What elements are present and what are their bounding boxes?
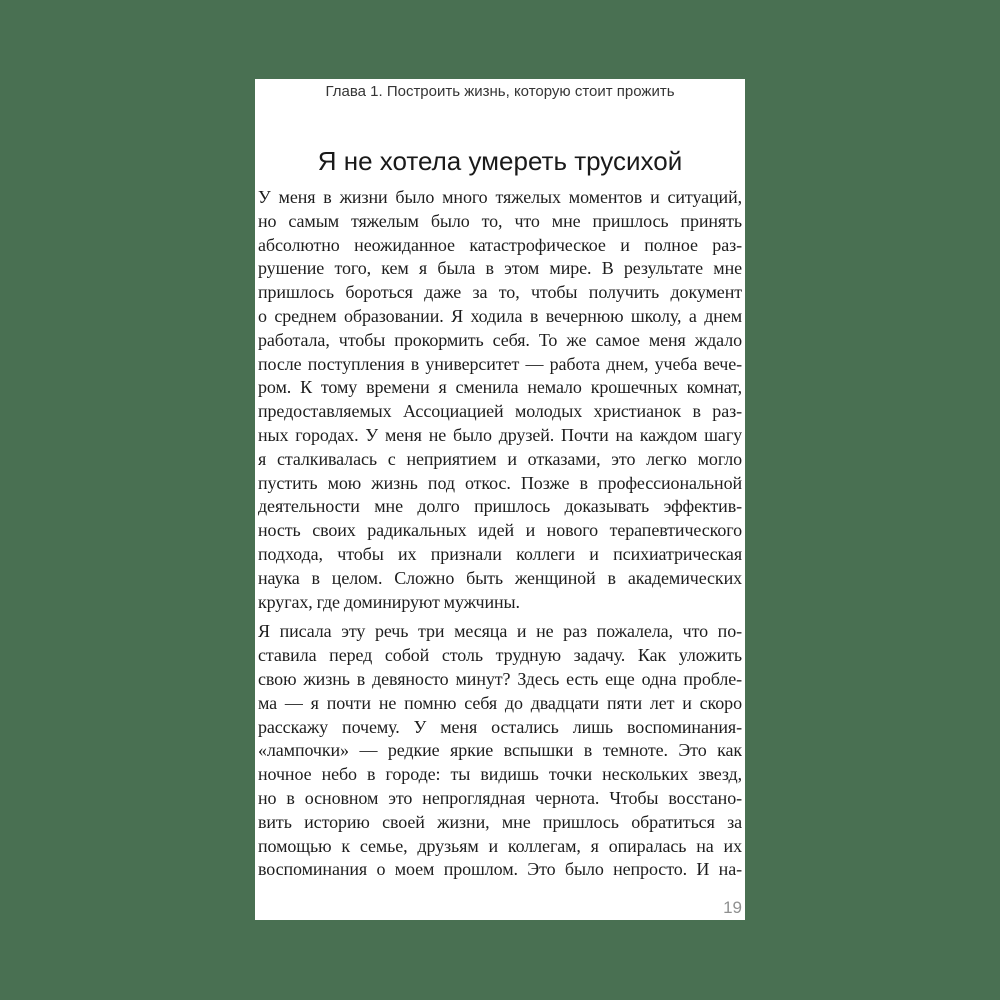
book-page <box>255 79 745 920</box>
text-line: рушение того, кем я была в этом мире. В результате мне <box>258 258 742 279</box>
text-line: пришлось бороться даже за то, чтобы получить документ <box>258 282 742 303</box>
text-line: наука в целом. Сложно быть женщиной в академических <box>258 567 742 588</box>
text-line: У меня в жизни было много тяжелых моментов и ситуаций, <box>258 187 742 207</box>
text-line: работала, чтобы прокормить себя. То же самое меня ждало <box>258 329 742 350</box>
text-line: ночное небо в городе: ты видишь точки нескольких звезд, <box>258 764 742 785</box>
text-line: ность своих радикальных идей и нового терапевтического <box>258 520 742 541</box>
text-line: ма — я почти не помню себя до двадцати пяти лет и скоро <box>258 692 742 713</box>
text-line: о среднем образовании. Я ходила в вечернюю школу, а днем <box>258 305 742 326</box>
text-line: но самым тяжелым было то, что мне пришлось принять <box>258 210 742 231</box>
section-title: Я не хотела умереть трусихой <box>317 146 683 176</box>
text-line: свою жизнь в девяносто минут? Здесь есть еще одна пробле- <box>258 668 742 689</box>
text-line: расскажу почему. У меня остались лишь воспоминания- <box>258 716 742 737</box>
text-line: но в основном это непроглядная чернота. Чтобы восстано- <box>258 787 742 808</box>
text-line: предоставляемых Ассоциацией молодых христианок в раз- <box>258 401 742 422</box>
text-line: пустить мою жизнь под откос. Позже в профессиональной <box>258 472 742 493</box>
text-line: Я писала эту речь три месяца и не раз пожалела, что по- <box>258 621 742 642</box>
chapter-running-header: Глава 1. Построить жизнь, которую стоит прожить <box>325 83 675 100</box>
text-line: после поступления в университет — работа днем, учеба вече- <box>258 353 742 374</box>
text-line: деятельности мне долго пришлось доказывать эффектив- <box>258 496 742 517</box>
body-text <box>255 186 745 882</box>
text-line: абсолютно неожиданное катастрофическое и полное раз- <box>258 234 742 255</box>
text-line: подхода, чтобы их признали коллеги и психиатрическая <box>258 543 742 564</box>
text-line: воспоминания о моем прошлом. Это было непросто. И на- <box>258 859 742 880</box>
paragraph <box>258 620 742 882</box>
page-number: 19 <box>723 898 742 917</box>
text-line: ставила перед собой столь трудную задачу. Как уложить <box>258 645 742 666</box>
text-line: вить историю своей жизни, мне пришлось обратиться за <box>258 811 742 832</box>
text-line: «лампочки» — редкие яркие вспышки в темноте. Это как <box>258 740 742 761</box>
text-line: я сталкивалась с неприятием и отказами, это легко могло <box>258 448 742 469</box>
text-line: ром. К тому времени я сменила немало крошечных комнат, <box>258 377 742 398</box>
text-line: ных городах. У меня не было друзей. Почти на каждом шагу <box>258 424 742 445</box>
text-line: помощью к семье, друзьям и коллегам, я опиралась на их <box>258 835 742 856</box>
paragraph <box>258 186 742 614</box>
text-line: кругах, где доминируют мужчины. <box>258 591 520 612</box>
